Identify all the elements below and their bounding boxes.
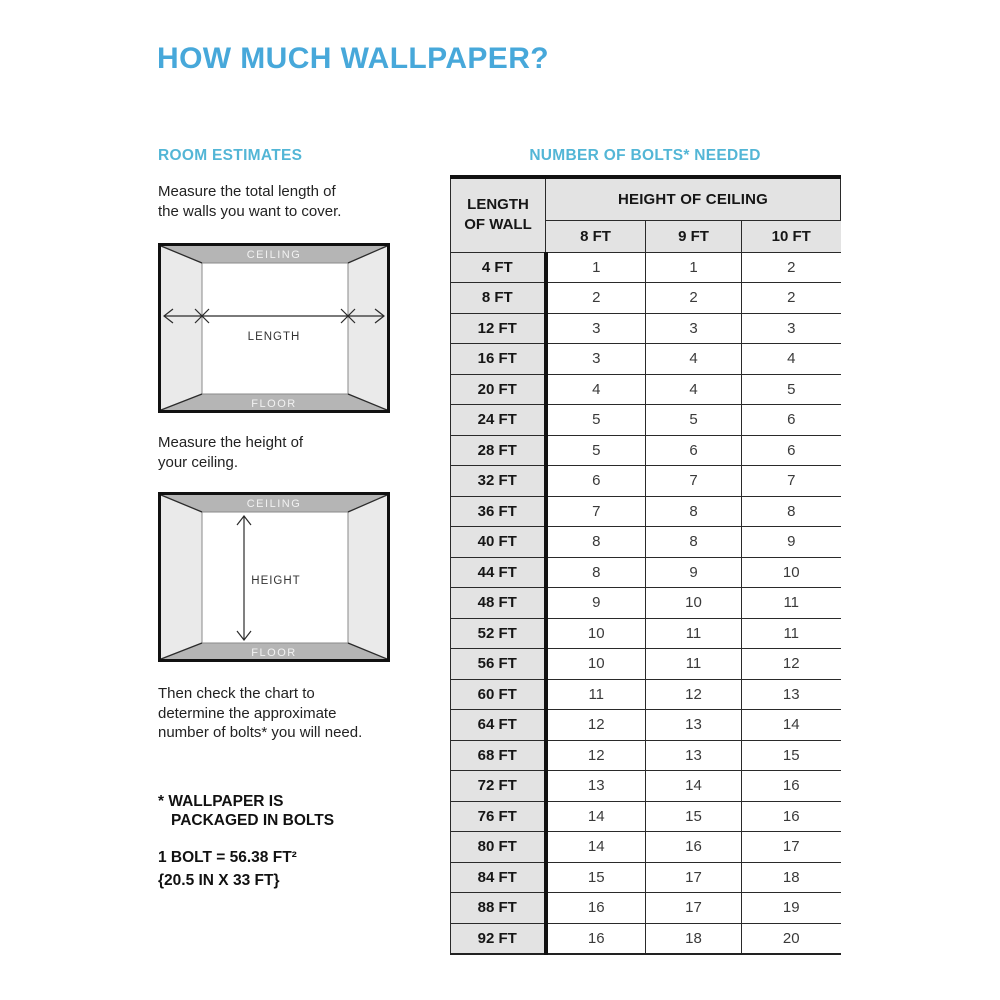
bolt-count-cell: 19: [742, 893, 841, 924]
wall-length-cell: 44 FT: [451, 557, 546, 588]
bolt-count-cell: 20: [742, 923, 841, 954]
table-row: [451, 283, 841, 314]
bolts-needed-table: [450, 175, 841, 955]
footnote-line: * WALLPAPER IS: [158, 793, 284, 810]
wall-length-cell: 24 FT: [451, 405, 546, 436]
instruction-line: Measure the total length of: [158, 183, 336, 200]
bolt-count-cell: 2: [646, 283, 742, 314]
page-title: HOW MUCH WALLPAPER?: [157, 42, 550, 75]
table-row: [451, 618, 841, 649]
bolt-count-cell: 16: [546, 923, 646, 954]
bolt-count-cell: 15: [742, 740, 841, 771]
header-line: OF WALL: [464, 216, 532, 234]
bolt-count-cell: 9: [546, 588, 646, 619]
bolt-count-cell: 8: [546, 527, 646, 558]
ceiling-label: CEILING: [246, 498, 302, 510]
bolt-count-cell: 4: [546, 374, 646, 405]
wall-length-cell: 72 FT: [451, 771, 546, 802]
bolt-count-cell: 14: [546, 832, 646, 863]
bolt-count-cell: 7: [742, 466, 841, 497]
bolt-count-cell: 3: [546, 313, 646, 344]
table-row: [451, 374, 841, 405]
bolt-count-cell: 12: [742, 649, 841, 680]
wall-length-cell: 4 FT: [451, 252, 546, 283]
table-row: [451, 771, 841, 802]
wall-length-cell: 20 FT: [451, 374, 546, 405]
table-row: [451, 710, 841, 741]
bolt-count-cell: 14: [546, 801, 646, 832]
wall-length-cell: 88 FT: [451, 893, 546, 924]
table-row: [451, 435, 841, 466]
right-wall-shape: [348, 495, 387, 659]
bolt-count-cell: 16: [646, 832, 742, 863]
table-row: [451, 557, 841, 588]
table-row: [451, 862, 841, 893]
left-wall-shape: [161, 495, 202, 659]
wall-length-cell: 36 FT: [451, 496, 546, 527]
wall-length-cell: 8 FT: [451, 283, 546, 314]
wall-length-cell: 60 FT: [451, 679, 546, 710]
header-line: LENGTH: [467, 196, 529, 214]
table-row: [451, 344, 841, 375]
bolt-count-cell: 2: [742, 252, 841, 283]
floor-label: FLOOR: [251, 647, 297, 659]
length-of-wall-header: [451, 177, 546, 252]
bolt-count-cell: 7: [546, 496, 646, 527]
bolt-count-cell: 1: [646, 252, 742, 283]
table-row: [451, 923, 841, 954]
bolt-count-cell: 10: [546, 618, 646, 649]
table-row: [451, 740, 841, 771]
bolts-table-body: [451, 252, 841, 954]
bolt-count-cell: 13: [546, 771, 646, 802]
bolt-count-cell: 16: [546, 893, 646, 924]
table-row: [451, 649, 841, 680]
bolt-count-cell: 12: [546, 740, 646, 771]
bolt-count-cell: 17: [742, 832, 841, 863]
bolt-count-cell: 3: [546, 344, 646, 375]
wall-length-cell: 16 FT: [451, 344, 546, 375]
bolt-count-cell: 11: [646, 618, 742, 649]
height-diagram: [158, 492, 390, 662]
bolt-count-cell: 14: [742, 710, 841, 741]
table-row: [451, 832, 841, 863]
bolt-count-cell: 12: [546, 710, 646, 741]
measure-height-instruction: [158, 433, 303, 472]
bolts-footnote: [158, 792, 334, 830]
table-row: [451, 893, 841, 924]
bolt-count-cell: 13: [646, 740, 742, 771]
bolt-count-cell: 16: [742, 801, 841, 832]
table-row: [451, 466, 841, 497]
bolt-count-cell: 8: [742, 496, 841, 527]
bolt-count-cell: 17: [646, 862, 742, 893]
bolt-count-cell: 16: [742, 771, 841, 802]
bolt-count-cell: 17: [646, 893, 742, 924]
table-row: [451, 496, 841, 527]
instruction-line: your ceiling.: [158, 453, 239, 471]
bolt-count-cell: 14: [646, 771, 742, 802]
bolt-count-cell: 4: [646, 374, 742, 405]
bolts-table-heading: NUMBER OF BOLTS* NEEDED: [529, 147, 761, 164]
wall-length-cell: 32 FT: [451, 466, 546, 497]
wall-length-cell: 52 FT: [451, 618, 546, 649]
bolt-count-cell: 1: [546, 252, 646, 283]
bolt-size-line: {20.5 IN X 33 FT}: [158, 872, 280, 889]
bolt-count-cell: 8: [646, 527, 742, 558]
wall-length-cell: 12 FT: [451, 313, 546, 344]
bolt-count-cell: 3: [742, 313, 841, 344]
wall-length-cell: 40 FT: [451, 527, 546, 558]
table-row: [451, 527, 841, 558]
wall-length-cell: 56 FT: [451, 649, 546, 680]
bolt-count-cell: 6: [546, 466, 646, 497]
bolt-count-cell: 5: [546, 435, 646, 466]
back-wall-shape: [202, 263, 348, 394]
length-diagram: [158, 243, 390, 413]
table-row: [451, 313, 841, 344]
right-wall-shape: [348, 246, 387, 410]
bolt-count-cell: 6: [742, 405, 841, 436]
wall-length-cell: 64 FT: [451, 710, 546, 741]
bolt-count-cell: 13: [646, 710, 742, 741]
instruction-line: number of bolts* you will need.: [158, 724, 363, 741]
height-of-ceiling-header: HEIGHT OF CEILING: [546, 177, 841, 220]
bolt-count-cell: 12: [646, 679, 742, 710]
bolt-count-cell: 6: [646, 435, 742, 466]
bolt-count-cell: 11: [742, 618, 841, 649]
ceiling-height-header: 8 FT: [546, 220, 646, 252]
instruction-line: determine the approximate: [158, 704, 337, 722]
instruction-line: Then check the chart to: [158, 685, 315, 702]
ceiling-height-header: 9 FT: [646, 220, 742, 252]
table-row: [451, 588, 841, 619]
bolt-count-cell: 13: [742, 679, 841, 710]
wall-length-cell: 48 FT: [451, 588, 546, 619]
bolt-count-cell: 4: [742, 344, 841, 375]
bolt-count-cell: 5: [742, 374, 841, 405]
bolt-count-cell: 18: [742, 862, 841, 893]
wall-length-cell: 92 FT: [451, 923, 546, 954]
bolt-count-cell: 11: [646, 649, 742, 680]
bolt-count-cell: 10: [646, 588, 742, 619]
instruction-line: Measure the height of: [158, 434, 304, 451]
bolt-size-line: 1 BOLT = 56.38 FT²: [158, 849, 297, 866]
bolt-count-cell: 2: [546, 283, 646, 314]
bolt-count-cell: 15: [646, 801, 742, 832]
check-chart-instruction: [158, 684, 362, 743]
height-measure-label: HEIGHT: [251, 575, 301, 587]
ceiling-label: CEILING: [246, 249, 302, 261]
bolt-count-cell: 7: [646, 466, 742, 497]
room-estimates-heading: ROOM ESTIMATES: [158, 147, 303, 164]
bolt-count-cell: 8: [646, 496, 742, 527]
bolt-count-cell: 11: [546, 679, 646, 710]
table-row: [451, 252, 841, 283]
length-measure-label: LENGTH: [247, 331, 301, 343]
ceiling-height-header: 10 FT: [742, 220, 841, 252]
floor-label: FLOOR: [251, 398, 297, 410]
bolt-count-cell: 9: [646, 557, 742, 588]
bolt-count-cell: 11: [742, 588, 841, 619]
table-header-row: [451, 177, 841, 220]
bolt-count-cell: 3: [646, 313, 742, 344]
bolt-count-cell: 6: [742, 435, 841, 466]
bolt-count-cell: 4: [646, 344, 742, 375]
left-wall-shape: [161, 246, 202, 410]
bolt-count-cell: 18: [646, 923, 742, 954]
bolt-count-cell: 10: [742, 557, 841, 588]
table-row: [451, 405, 841, 436]
bolt-count-cell: 10: [546, 649, 646, 680]
bolt-count-cell: 2: [742, 283, 841, 314]
wall-length-cell: 28 FT: [451, 435, 546, 466]
bolt-count-cell: 5: [546, 405, 646, 436]
bolt-count-cell: 5: [646, 405, 742, 436]
bolt-count-cell: 15: [546, 862, 646, 893]
table-row: [451, 801, 841, 832]
bolt-size-info: [158, 846, 297, 892]
footnote-line: PACKAGED IN BOLTS: [171, 812, 335, 829]
wall-length-cell: 76 FT: [451, 801, 546, 832]
measure-length-instruction: [158, 182, 341, 221]
bolt-count-cell: 9: [742, 527, 841, 558]
wall-length-cell: 80 FT: [451, 832, 546, 863]
bolt-count-cell: 8: [546, 557, 646, 588]
wall-length-cell: 84 FT: [451, 862, 546, 893]
instruction-line: the walls you want to cover.: [158, 202, 342, 220]
table-row: [451, 679, 841, 710]
wall-length-cell: 68 FT: [451, 740, 546, 771]
